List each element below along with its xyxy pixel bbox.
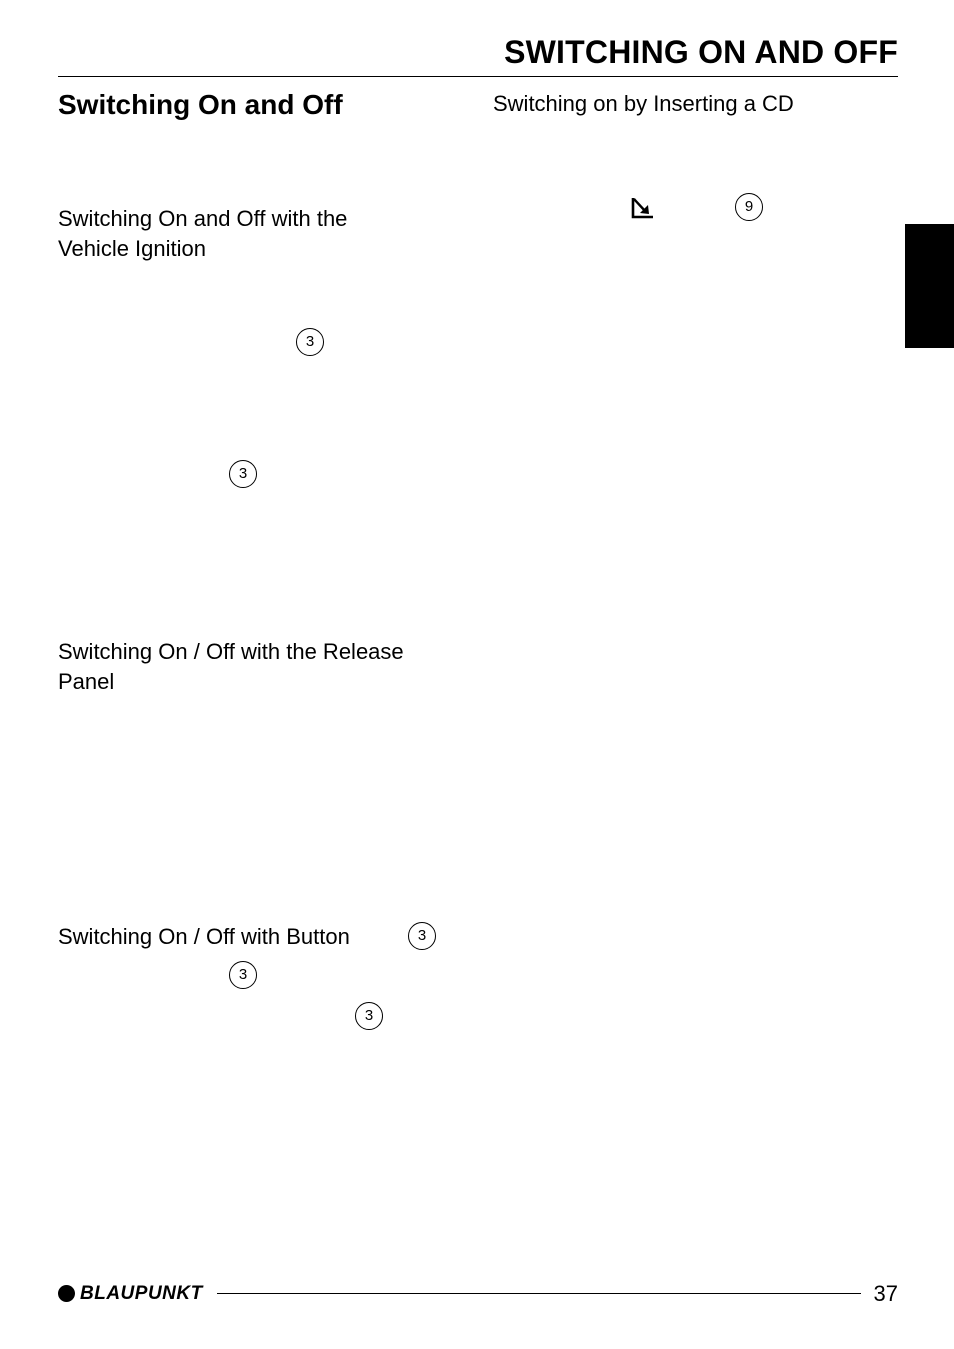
button-ref-3: 3 xyxy=(355,1002,383,1030)
footer-divider xyxy=(217,1293,861,1294)
section-heading-button: Switching On / Off with Button xyxy=(58,924,350,949)
button-ref-3: 3 xyxy=(229,460,257,488)
page-header-title: SWITCHING ON AND OFF xyxy=(504,34,898,70)
heading-line: Panel xyxy=(58,669,115,694)
button-ref-3: 3 xyxy=(296,328,324,356)
heading-line: Switching On / Off with the Release xyxy=(58,639,404,664)
eject-icon xyxy=(630,196,656,220)
heading-line: Switching On and Off with the xyxy=(58,206,348,231)
brand-logo-dot xyxy=(58,1285,75,1302)
button-ref-3: 3 xyxy=(229,961,257,989)
section-heading-insert-cd: Switching on by Inserting a CD xyxy=(493,91,794,116)
page-number: 37 xyxy=(873,1281,898,1306)
button-ref-3: 3 xyxy=(408,922,436,950)
heading-line: Vehicle Ignition xyxy=(58,236,206,261)
header-divider xyxy=(58,76,898,77)
button-ref-9: 9 xyxy=(735,193,763,221)
section-heading-release-panel xyxy=(58,637,404,697)
section-heading-ignition xyxy=(58,204,347,264)
brand-logo: BLAUPUNKT xyxy=(80,1283,203,1304)
side-tab-marker xyxy=(905,224,954,348)
main-title: Switching On and Off xyxy=(58,89,343,120)
